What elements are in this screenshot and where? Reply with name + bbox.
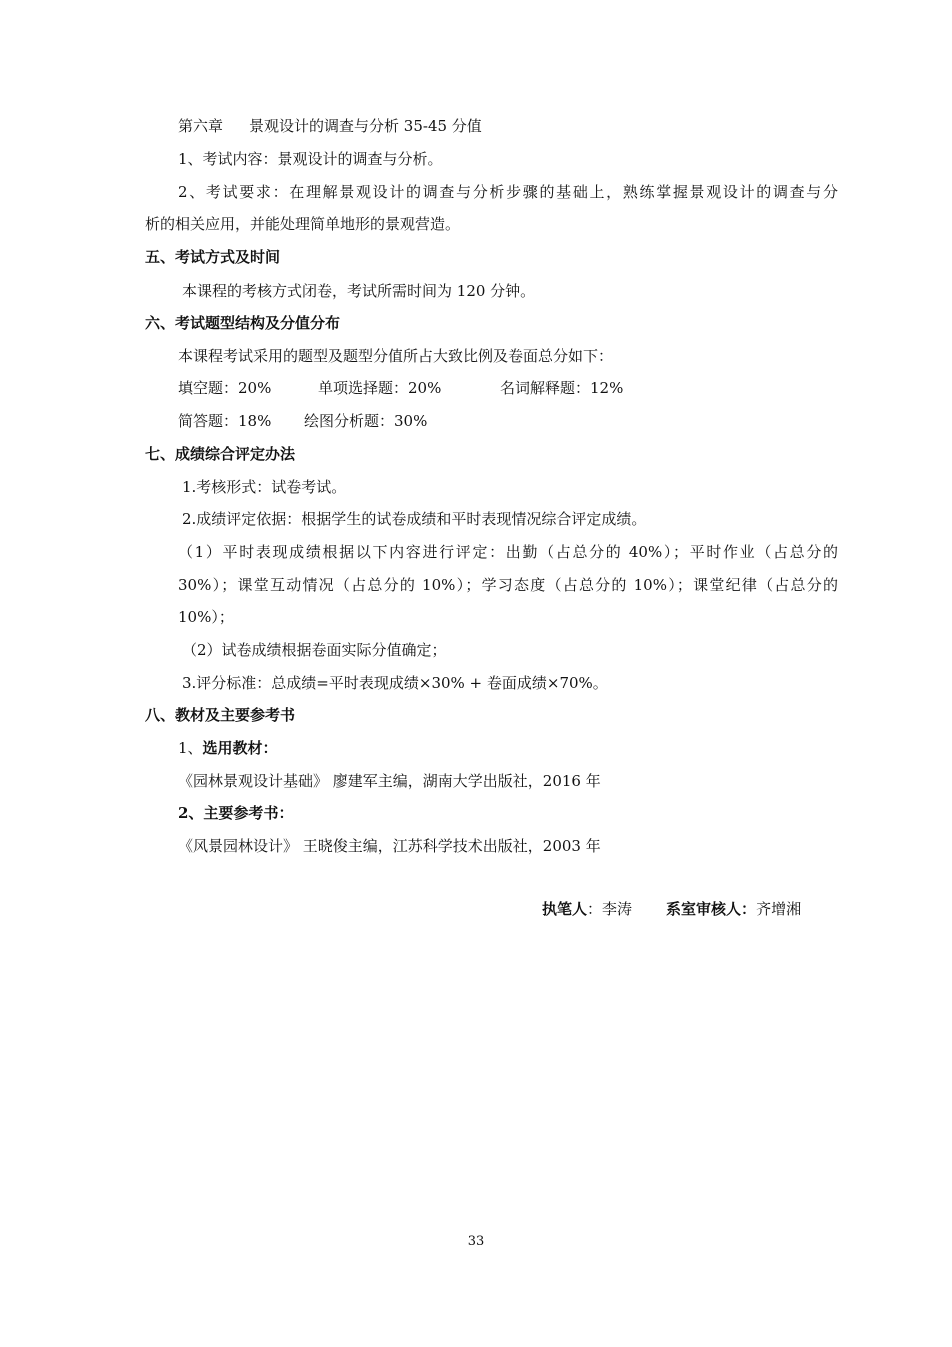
grading-sub-1-line-2 [178,575,838,595]
chapter-heading [178,116,482,136]
exam-requirement-line-2: 析的相关应用，并能处理简单地形的景观营造。 [145,215,461,233]
grading-item-form: 1.考核形式：试卷考试。 [182,478,347,496]
question-structure-intro: 本课程考试采用的题型及题型分值所占大致比例及卷面总分如下： [178,347,614,365]
question-type-short-answer: 简答题：18% [178,412,272,430]
section-heading-question-structure: 六、考试题型结构及分值分布 [145,314,341,332]
question-type-single-choice: 单项选择题：20% [318,379,442,397]
page-number: 33 [467,1234,485,1249]
exam-requirement-text-1: 2、考试要求：在理解景观设计的调查与分析步骤的基础上，熟练掌握景观设计的调查与分 [178,183,838,201]
grading-sub-1-text-2: 30%）；课堂互动情况（占总分的 10%）；学习态度（占总分的 10%）；课堂纪律（占总分的 [178,576,838,594]
textbook-entry: 《园林景观设计基础》 廖建军主编，湖南大学出版社，2016 年 [178,772,601,790]
grading-item-standard: 3.评分标准：总成绩=平时表现成绩×30% + 卷面成绩×70%。 [182,674,608,692]
grading-sub-1-line-1 [178,542,838,562]
exam-content-item: 1、考试内容：景观设计的调查与分析。 [178,150,443,168]
writer-name: 李涛 [602,900,633,918]
section-heading-grading: 七、成绩综合评定办法 [145,445,296,463]
grading-sub-2: （2）试卷成绩根据卷面实际分值确定； [182,641,447,659]
writer-label: 执笔人 [542,900,588,918]
question-type-drawing-analysis: 绘图分析题：30% [304,412,428,430]
section-heading-textbooks: 八、教材及主要参考书 [145,706,296,724]
question-type-fill-blank: 填空题：20% [178,379,272,397]
textbook-label [178,738,278,758]
grading-sub-1-text-1: （1）平时表现成绩根据以下内容进行评定：出勤（占总分的 40%）；平时作业（占总分的 [178,543,838,561]
reviewer-label: 系室审核人： [666,900,757,918]
exam-requirement-line-1 [178,182,838,202]
grading-item-basis: 2.成绩评定依据：根据学生的试卷成绩和平时表现情况综合评定成绩。 [182,510,647,528]
grading-sub-1-line-3: 10%）； [178,608,234,626]
textbook-label-number: 1、 [178,739,203,757]
signature-line [542,899,801,919]
reviewer-name: 齐增湘 [756,900,802,918]
section-heading-exam-method: 五、考试方式及时间 [145,248,281,266]
chapter-title: 景观设计的调查与分析 35-45 分值 [249,117,482,135]
writer-colon: ： [587,900,603,918]
textbook-label-text: 选用教材： [202,739,278,757]
question-type-term-explanation: 名词解释题：12% [500,379,624,397]
references-label: 2、主要参考书： [178,804,294,822]
exam-method-text: 本课程的考核方式闭卷，考试所需时间为 120 分钟。 [182,282,536,300]
reference-entry: 《风景园林设计》 王晓俊主编，江苏科学技术出版社，2003 年 [178,837,601,855]
chapter-number: 第六章 [178,117,224,135]
